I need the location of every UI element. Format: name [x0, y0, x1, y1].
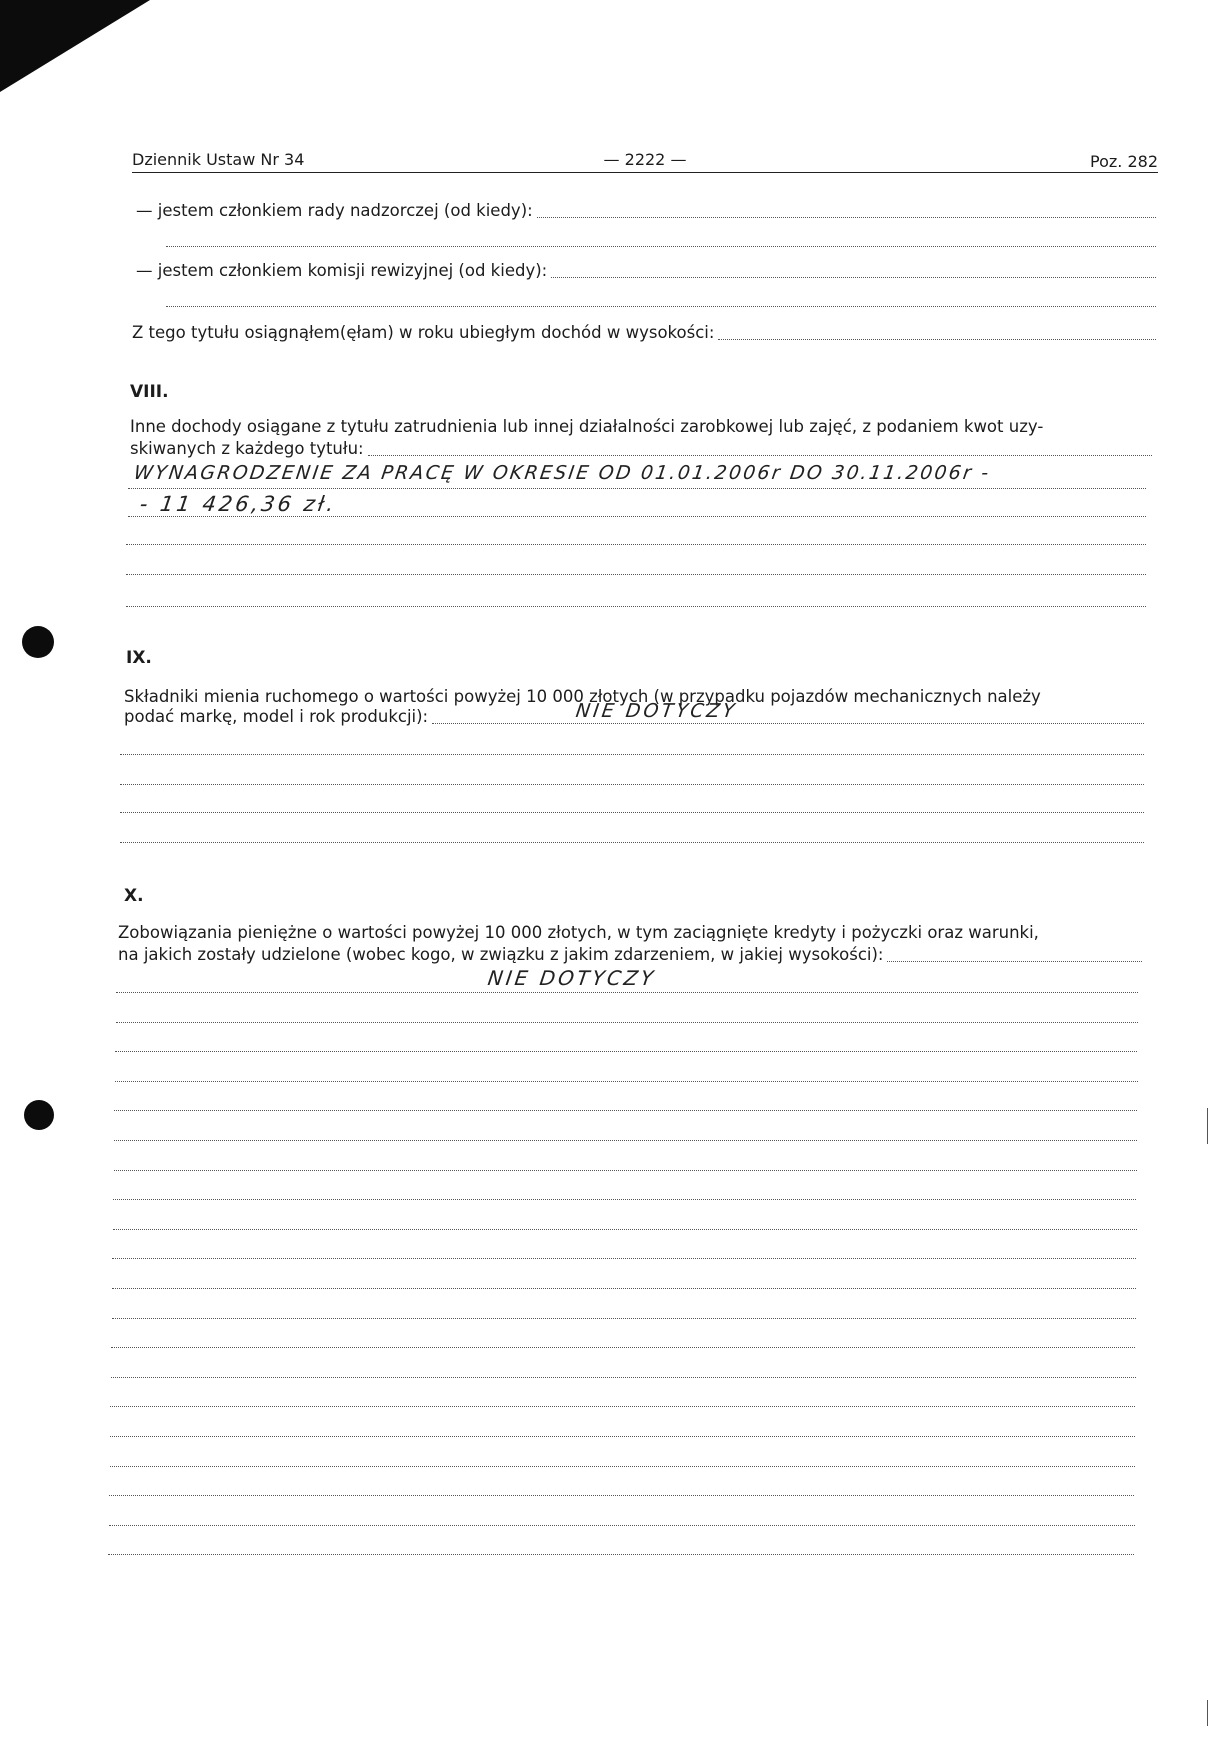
dotted-line — [120, 812, 1144, 813]
dotted-line — [126, 606, 1146, 607]
field-label: na jakich zostały udzielone (wobec kogo, w związku z jakim zdarzeniem, w jakiej wysokości): — [118, 945, 884, 964]
dotted-line — [110, 1406, 1135, 1407]
dotted-line — [112, 1318, 1136, 1319]
dotted-line — [110, 1436, 1135, 1437]
punch-hole — [24, 1100, 54, 1130]
field-label: skiwanych z każdego tytułu: — [130, 439, 364, 458]
dotted-line — [126, 544, 1146, 545]
dotted-line — [120, 842, 1144, 843]
dotted-line — [112, 1288, 1136, 1289]
handwritten-answer-line2: - 11 426,36 zł. — [138, 492, 339, 516]
scan-margin-mark — [1207, 1108, 1208, 1144]
scan-margin-mark — [1207, 1700, 1208, 1726]
dotted-line — [126, 574, 1146, 575]
dotted-line — [109, 1525, 1135, 1526]
page-number: — 2222 — — [603, 150, 687, 169]
dotted-fill — [368, 441, 1152, 456]
dotted-line — [114, 1170, 1137, 1171]
section-viii-number: VIII. — [130, 382, 169, 402]
dotted-fill — [551, 263, 1156, 278]
section-ix-text-line1: Składniki mienia ruchomego o wartości powyżej 10 000 złotych (w przypadku pojazdów mechanicznych należy — [124, 687, 1041, 706]
dotted-line — [116, 992, 1138, 993]
position-number: Poz. 282 — [1090, 152, 1158, 171]
dotted-line — [115, 1081, 1138, 1082]
journal-title: Dziennik Ustaw Nr 34 — [132, 150, 305, 169]
dotted-line — [120, 784, 1144, 785]
field-label: — jestem członkiem rady nadzorczej (od kiedy): — [136, 201, 533, 220]
dotted-fill — [537, 203, 1156, 218]
section-viii-text-line1: Inne dochody osiągane z tytułu zatrudnienia lub innej działalności zarobkowej lub zajęć, z podaniem kwot uzy- — [130, 417, 1044, 436]
dotted-line — [166, 306, 1156, 307]
dotted-fill — [887, 947, 1142, 962]
rada-nadzorcza-field — [136, 198, 1156, 220]
dotted-line — [114, 1110, 1137, 1111]
dotted-fill — [718, 325, 1156, 340]
dotted-line — [113, 1229, 1137, 1230]
section-x-text-line2 — [118, 942, 1142, 964]
dotted-line — [128, 516, 1146, 517]
punch-hole — [22, 626, 54, 658]
section-x-text-line1: Zobowiązania pieniężne o wartości powyżej 10 000 złotych, w tym zaciągnięte kredyty i pożyczki oraz warunki, — [118, 923, 1039, 942]
dotted-line — [113, 1199, 1136, 1200]
dotted-fill — [432, 709, 1144, 724]
section-viii-text-line2 — [130, 436, 1152, 458]
dotted-line — [128, 488, 1146, 489]
dochod-field — [132, 320, 1156, 342]
dotted-line — [109, 1495, 1134, 1496]
dotted-line — [116, 1022, 1138, 1023]
dotted-line — [112, 1258, 1136, 1259]
dotted-line — [111, 1377, 1136, 1378]
dotted-line — [114, 1140, 1137, 1141]
dotted-line — [166, 246, 1156, 247]
handwritten-answer: NIE DOTYCZY — [574, 700, 739, 722]
komisja-rewizyjna-field — [136, 258, 1156, 280]
dotted-line — [115, 1051, 1137, 1052]
section-ix-number: IX. — [126, 648, 152, 668]
dotted-line — [111, 1347, 1135, 1348]
page-header — [132, 148, 1158, 173]
handwritten-answer-line1: WYNAGRODZENIE ZA PRACĘ W OKRESIE OD 01.01.2006r DO 30.11.2006r - — [132, 462, 992, 484]
handwritten-answer: NIE DOTYCZY — [486, 966, 658, 990]
field-label: podać markę, model i rok produkcji): — [124, 707, 429, 726]
dotted-line — [110, 1466, 1135, 1467]
field-label: — jestem członkiem komisji rewizyjnej (od kiedy): — [136, 261, 548, 280]
section-x-number: X. — [124, 886, 144, 906]
scan-corner-artifact — [0, 0, 150, 92]
dotted-line — [120, 754, 1144, 755]
dotted-line — [108, 1554, 1134, 1555]
field-label: Z tego tytułu osiągnąłem(ęłam) w roku ubiegłym dochód w wysokości: — [132, 323, 715, 342]
